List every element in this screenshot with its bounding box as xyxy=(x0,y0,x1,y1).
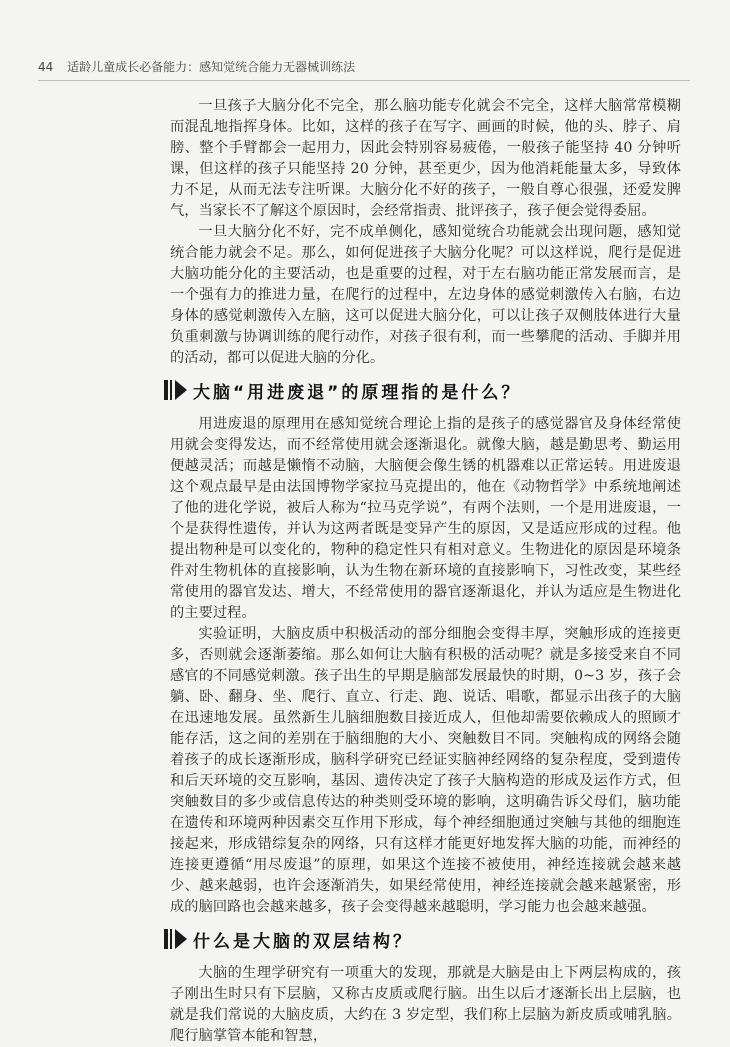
heading-arrow-icon xyxy=(164,929,187,949)
section-heading-text: 大脑“用进废退”的原理指的是什么？ xyxy=(193,382,522,403)
heading-arrow-icon xyxy=(164,380,187,400)
page-body xyxy=(170,96,681,1047)
paragraph: 一旦大脑分化不好，完不成单侧化，感知觉统合功能就会出现问题，感知觉统合能力就会不足。那么，如何促进孩子大脑分化呢？可以这样说，爬行是促进大脑功能分化的主要活动，也是重要的过程，对于左右脑功能正常发展而言，是一个强有力的推进力量，在爬行的过程中，左边身体的感觉刺激传入右脑，右边身体的感觉刺激传入左脑，这可以促进大脑分化，可以让孩子双侧肢体进行大量负重刺激与协调训练的爬行动作，对孩子很有利，而一些攀爬的活动、手脚并用的活动，都可以促进大脑的分化。 xyxy=(170,224,681,366)
running-head xyxy=(38,58,355,75)
paragraph: 大脑的生理学研究有一项重大的发现，那就是大脑是由上下两层构成的，孩子刚出生时只有下层脑，又称古皮质或爬行脑。出生以后才逐渐长出上层脑，也就是我们常说的大脑皮质，大约在 3 岁定型，我们称上层脑为新皮质或哺乳脑。爬行脑掌管本能和智慧， xyxy=(170,965,681,1044)
section-heading-text: 什么是大脑的双层结构？ xyxy=(193,931,413,952)
page-number: 44 xyxy=(38,60,54,74)
paragraph: 用进废退的原理用在感知觉统合理论上指的是孩子的感觉器官及身体经常使用就会变得发达，而不经常使用就会逐渐退化。就像大脑，越是勤思考、勤运用便越灵活；而越是懒惰不动脑，大脑便会像生锈的机器难以正常运转。用进废退这个观点最早是由法国博物学家拉马克提出的，他在《动物哲学》中系统地阐述了他的进化学说，被后人称为“拉马克学说”，有两个法则，一个是用进废退，一个是获得性遗传，并认为这两者既是变异产生的原因，又是适应形成的过程。他提出物种是可以变化的，物种的稳定性只有相对意义。生物进化的原因是环境条件对生物机体的直接影响，认为生物在新环境的直接影响下，习性改变，某些经常使用的器官发达、增大，不经常使用的器官逐渐退化，并认为适应是生物进化的主要过程。 xyxy=(170,416,681,621)
header-rule xyxy=(38,80,690,81)
paragraph: 实验证明，大脑皮质中积极活动的部分细胞会变得丰厚，突触形成的连接更多，否则就会逐渐萎缩。那么如何让大脑有积极的活动呢？就是多接受来自不同感官的不同感觉刺激。孩子出生的早期是脑部发展最快的时期，0~3 岁，孩子会躺、卧、翻身、坐、爬行、直立、行走、跑、说话、唱歌，都显示出孩子的大脑在迅速地发展。虽然新生儿脑细胞数目接近成人，但他却需要依赖成人的照顾才能存活，这之间的差别在于脑细胞的大小、突触数目不同。突触构成的网络会随着孩子的成长逐渐形成，脑科学研究已经证实脑神经网络的复杂程度，受到遗传和后天环境的交互影响，基因、遗传决定了孩子大脑构造的形成及运作方式，但突触数目的多少或信息传达的种类则受环境的影响，这明确告诉父母们，脑功能在遗传和环境两种因素交互作用下形成，每个神经细胞通过突触与其他的细胞连接起来，形成错综复杂的网络，只有这样才能更好地发挥大脑的功能，而神经的连接更遵循“用尽废退”的原理，如果这个连接不被使用，神经连接就会越来越少、越来越弱，也许会逐渐消失，如果经常使用，神经连接就会越来越紧密，形成的脑回路也会越来越多，孩子会变得越来越聪明，学习能力也会越来越强。 xyxy=(170,626,681,915)
book-title: 适龄儿童成长必备能力：感知觉统合能力无器械训练法 xyxy=(67,60,356,74)
section-heading xyxy=(164,924,681,954)
section-heading xyxy=(164,375,681,405)
paragraph: 一旦孩子大脑分化不完全，那么脑功能专化就会不完全，这样大脑常常模糊而混乱地指挥身体。比如，这样的孩子在写字、画画的时候，他的头、脖子、肩膀、整个手臂都会一起用力，因此会特别容易疲倦，一般孩子能坚持 40 分钟听课，但这样的孩子只能坚持 20 分钟，甚至更少，因为他消耗能量太多，导致体力不足，从而无法专注听课。大脑分化不好的孩子，一般自尊心很强，还爱发脾气，当家长不了解这个原因时，会经常指责、批评孩子，孩子便会觉得委屈。 xyxy=(170,98,681,219)
